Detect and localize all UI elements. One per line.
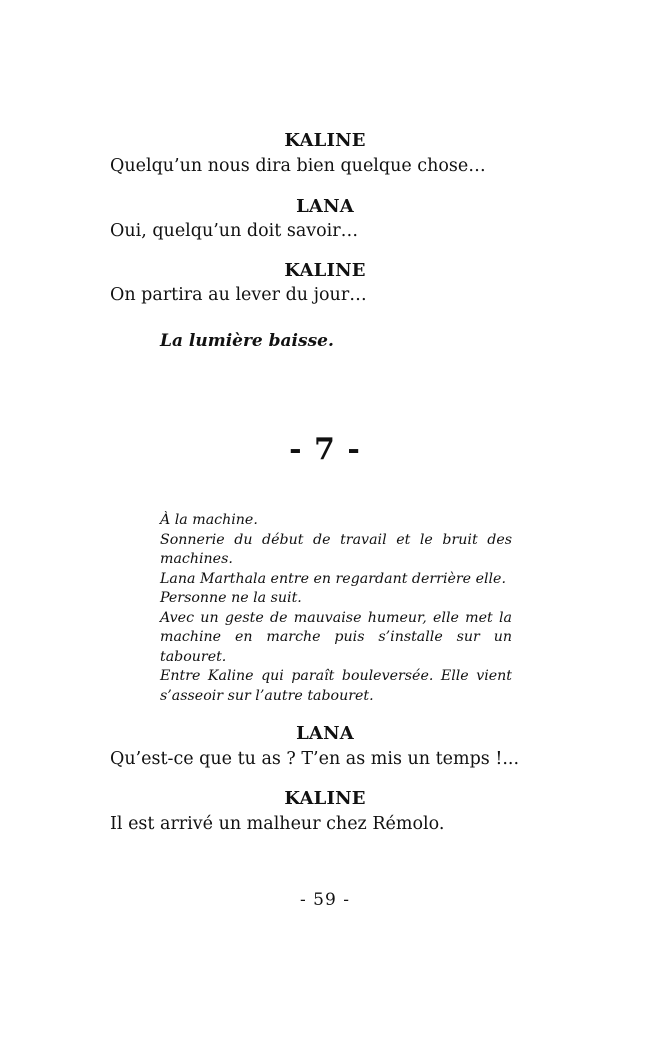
dialogue-line: Qu’est-ce que tu as ? T’en as mis un temps !... (110, 749, 520, 769)
stage-directions-block (160, 511, 512, 706)
speaker-name: KALINE (284, 260, 366, 281)
stage-direction-line: s’asseoir sur l’autre tabouret. (160, 687, 374, 704)
dialogue-line: Quelqu’un nous dira bien quelque chose… (110, 156, 486, 176)
stage-direction-line: Personne ne la suit. (160, 590, 302, 606)
scene-number: - 7 - (289, 432, 361, 467)
stage-direction-line: Lana Marthala entre en regardant derrière elle. (160, 570, 506, 587)
speaker-name: LANA (296, 723, 354, 744)
stage-direction: La lumière baisse. (160, 331, 334, 351)
stage-direction-line: À la machine. (160, 512, 258, 528)
dialogue-line: On partira au lever du jour… (110, 285, 367, 305)
stage-direction-line: Avec un geste de mauvaise humeur, elle met la (160, 609, 512, 626)
speaker-name: LANA (296, 196, 354, 217)
stage-direction-line: machines. (160, 551, 233, 567)
page-number: - 59 - (300, 890, 350, 910)
stage-direction-line: Sonnerie du début de travail et le bruit des (160, 531, 512, 548)
speaker-name: KALINE (284, 130, 366, 151)
speaker-name: KALINE (284, 788, 366, 809)
dialogue-line: Il est arrivé un malheur chez Rémolo. (110, 814, 445, 834)
dialogue-line: Oui, quelqu’un doit savoir… (110, 221, 359, 241)
stage-direction-line: Entre Kaline qui paraît bouleversée. Elle vient (160, 668, 512, 684)
stage-direction-line: machine en marche puis s’installe sur un tabouret. (160, 629, 512, 665)
